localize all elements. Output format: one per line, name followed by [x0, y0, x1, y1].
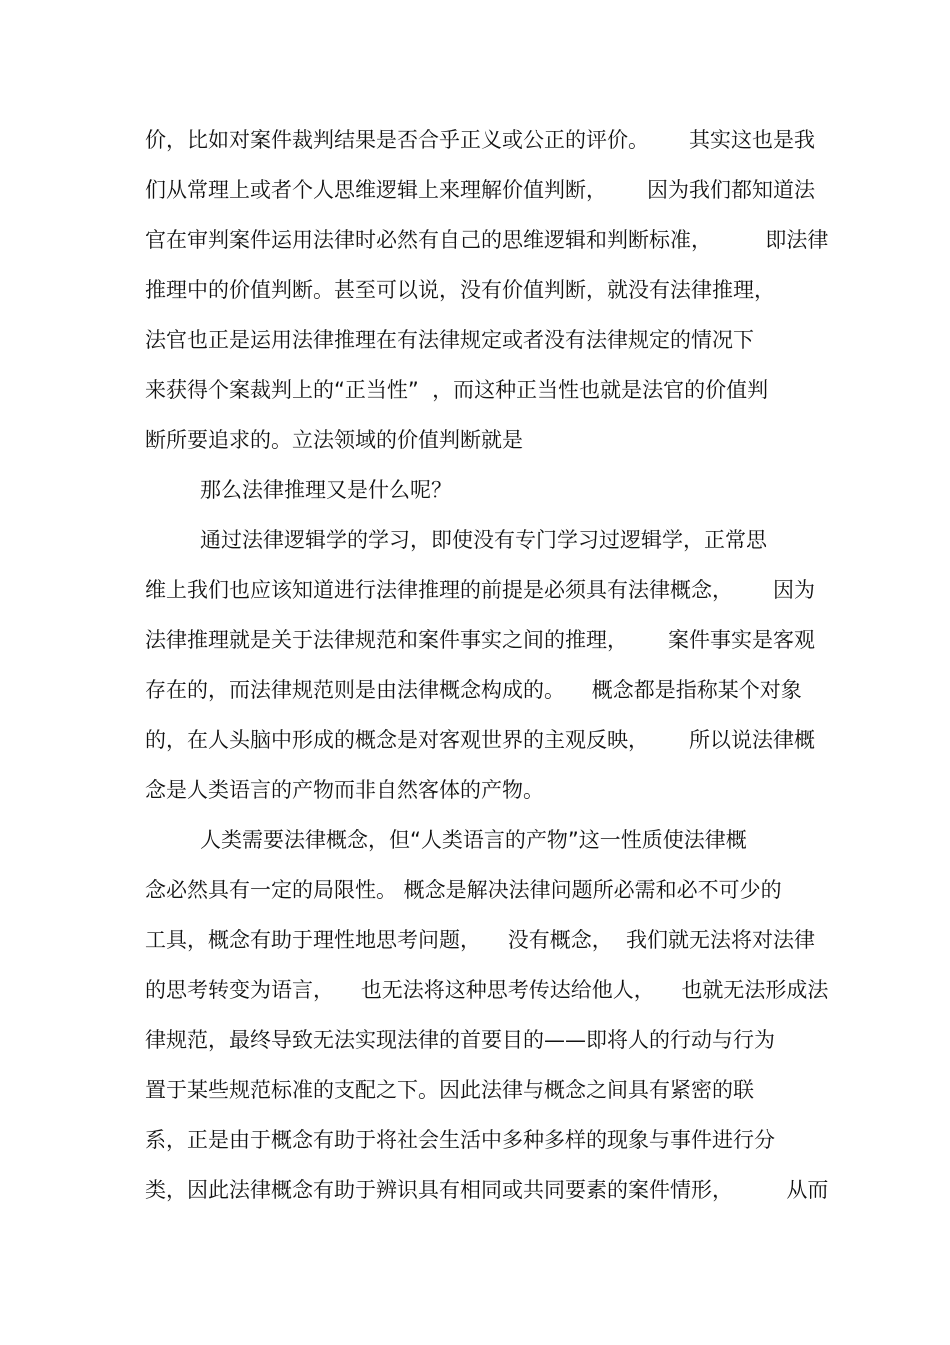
text-line: 类，因此法律概念有助于辨识具有相同或共同要素的案件情形， 从而: [145, 1178, 829, 1202]
text-line: 人类需要法律概念，但“人类语言的产物”这一性质使法律概: [200, 828, 747, 852]
text-line: 法律推理就是关于法律规范和案件事实之间的推理， 案件事实是客观: [145, 628, 816, 652]
text-line: 官在审判案件运用法律时必然有自己的思维逻辑和判断标准， 即法律: [145, 228, 829, 252]
text-line: 的，在人头脑中形成的概念是对客观世界的主观反映， 所以说法律概: [145, 728, 816, 752]
text-line: 通过法律逻辑学的学习，即使没有专门学习过逻辑学，正常思: [200, 528, 767, 552]
text-line: 们从常理上或者个人思维逻辑上来理解价值判断， 因为我们都知道法: [145, 178, 816, 202]
text-line: 来获得个案裁判上的“正当性” ，而这种正当性也就是法官的价值判: [145, 378, 769, 402]
text-line: 念是人类语言的产物而非自然客体的产物。: [145, 778, 544, 802]
text-line: 价，比如对案件裁判结果是否合乎正义或公正的评价。 其实这也是我: [145, 128, 816, 152]
text-line: 法官也正是运用法律推理在有法律规定或者没有法律规定的情况下: [145, 328, 754, 352]
text-line: 系，正是由于概念有助于将社会生活中多种多样的现象与事件进行分: [145, 1128, 775, 1152]
text-line: 断所要追求的。立法领域的价值判断就是: [145, 428, 523, 452]
text-line: 的思考转变为语言， 也无法将这种思考传达给他人， 也就无法形成法: [145, 978, 829, 1002]
text-line: 律规范，最终导致无法实现法律的首要目的——即将人的行动与行为: [145, 1028, 775, 1052]
text-line: 念必然具有一定的局限性。 概念是解决法律问题所必需和必不可少的: [145, 878, 782, 902]
text-line: 工具，概念有助于理性地思考问题， 没有概念， 我们就无法将对法律: [145, 928, 816, 952]
text-line: 维上我们也应该知道进行法律推理的前提是必须具有法律概念， 因为: [145, 578, 816, 602]
text-line: 置于某些规范标准的支配之下。因此法律与概念之间具有紧密的联: [145, 1078, 754, 1102]
paragraph-heading: 那么法律推理又是什么呢？: [200, 478, 452, 502]
text-line: 推理中的价值判断。甚至可以说，没有价值判断，就没有法律推理，: [145, 278, 775, 302]
text-line: 存在的，而法律规范则是由法律概念构成的。 概念都是指称某个对象: [145, 678, 802, 702]
